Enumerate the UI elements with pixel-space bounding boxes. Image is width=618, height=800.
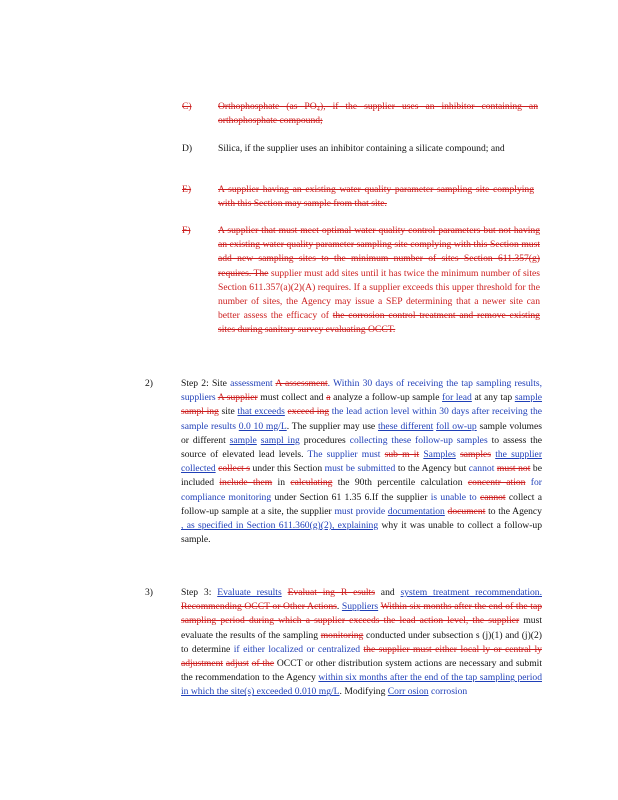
sub-item-text xyxy=(218,224,540,338)
segment: include them xyxy=(219,477,273,489)
segment: to the Agency xyxy=(485,505,542,517)
segment: cannot xyxy=(468,463,495,475)
segment: foll ow-up xyxy=(436,420,477,432)
segment: sampl ing xyxy=(181,406,219,418)
segment: that exceeds xyxy=(237,406,285,418)
segment: within six months after the end of the tap sampling period in which the site(s) exceeded 0.010 mg/L xyxy=(181,672,542,698)
segment: collect s xyxy=(218,463,251,475)
segment: the corrosion control treatment and remove existing sites during sanitary survey evaluating OCCT. xyxy=(218,310,540,336)
segment: monitoring xyxy=(320,629,364,641)
segment: must evaluate the results of the sampling xyxy=(181,615,543,641)
segment: must not xyxy=(496,463,531,475)
segment: the supplier must either local ly or central ly adjustment xyxy=(181,643,542,670)
segment: either localized or centralized xyxy=(243,643,361,655)
segment: must be submitted xyxy=(324,463,396,475)
sub-item-text: Orthophosphate (as PO₄), if the supplier uses an inhibitor containing an orthophosphate compound; xyxy=(218,101,538,127)
segment: for compliance monitoring xyxy=(181,477,542,503)
segment: collecting these follow-up samples xyxy=(349,434,488,446)
segment: collected xyxy=(181,463,216,475)
segment: sample volumes or different xyxy=(181,420,542,446)
segment: if xyxy=(233,643,240,655)
segment: under Section 61 1.35 6. xyxy=(271,491,372,503)
segment: of the xyxy=(251,658,275,670)
segment: 0.0 10 mg/L xyxy=(238,420,287,432)
segment: is unable to xyxy=(430,491,477,503)
segment: cannot xyxy=(480,491,506,503)
segment: documentation xyxy=(387,505,445,517)
segment: be included xyxy=(181,463,542,489)
segment: OCCT or other distribution system actions are necessary and submit the recommendation to the Agency xyxy=(181,658,542,684)
segment: must provide xyxy=(334,505,386,517)
segment: , explaining xyxy=(331,520,379,532)
segment: adjust xyxy=(225,658,249,670)
segment: samples xyxy=(460,449,491,461)
segment: document xyxy=(447,505,486,517)
segment: to the Agency but xyxy=(395,463,469,475)
segment: at any tap xyxy=(471,392,515,404)
segment: corrosion xyxy=(428,686,468,698)
segment: sample xyxy=(229,434,257,446)
segment: in xyxy=(272,477,291,489)
step-label: 2) xyxy=(145,378,153,389)
segment: sampl ing xyxy=(260,434,300,446)
step-label: 3) xyxy=(145,587,153,598)
segment: . xyxy=(336,601,342,613)
segment: Evaluat ing R esults xyxy=(287,587,375,598)
segment: sample xyxy=(514,392,542,404)
segment: If the supplier xyxy=(371,491,431,503)
segment: Recommending OCCT or Other Actions xyxy=(181,601,337,613)
step-text xyxy=(181,377,542,547)
segment: assessment xyxy=(230,378,273,389)
segment: the supplier xyxy=(495,449,543,461)
segment: A assessment xyxy=(275,378,328,389)
segment: system treatment recommendation. xyxy=(400,587,542,598)
segment: calculating xyxy=(290,477,333,489)
segment: under this Section xyxy=(250,463,325,475)
segment: The supplier must xyxy=(307,449,381,461)
sub-item-label: D) xyxy=(182,143,193,154)
segment: Step 2: Site xyxy=(181,378,231,389)
segment: . The supplier may use xyxy=(286,420,378,432)
segment: for lead xyxy=(442,392,472,404)
segment: and xyxy=(374,587,401,598)
segment: sub m it xyxy=(384,449,420,461)
segment: , as specified in Section 611.360(g)(2) xyxy=(181,520,332,532)
segment: exceed ing xyxy=(287,406,330,418)
segment: Evaluate results xyxy=(217,587,282,598)
segment: Step 3: xyxy=(181,587,218,598)
segment: A supplier that must meet optimal water quality control parameters but not having an existing water quality parameter sampling site complying with this Section must add new sampling sites to the minimum number of sites Section 611.357(g) requires. The xyxy=(218,225,540,279)
segment: the 90th percentile calculation xyxy=(332,477,468,489)
segment: A supplier xyxy=(217,392,258,404)
sub-item-label: C) xyxy=(182,101,192,112)
sub-item-text: Silica, if the supplier uses an inhibitor containing a silicate compound; and xyxy=(218,143,505,154)
sub-item-label: F) xyxy=(182,225,191,236)
segment: these different xyxy=(377,420,434,432)
segment: site xyxy=(218,406,238,418)
segment: the lead action level within 30 days after receiving the sample results xyxy=(181,406,543,432)
segment: Suppliers xyxy=(341,601,379,613)
segment: why it was unable to collect a follow-up sample. xyxy=(181,520,542,546)
segment: . Within 30 days of receiving the tap sampling results, suppliers xyxy=(181,378,543,404)
segment: procedures xyxy=(299,434,350,446)
segment: a xyxy=(326,392,331,404)
segment: Samples xyxy=(423,449,456,461)
segment: concentr ation xyxy=(467,477,526,489)
segment: Corr osion xyxy=(387,686,429,698)
sub-item-text: A supplier having an existing water quality parameter sampling site complying with this Section may sample from that site. xyxy=(218,184,534,210)
segment: must collect and xyxy=(257,392,327,404)
segment: . Modifying xyxy=(339,686,388,698)
segment: analyze a follow-up sample xyxy=(330,392,443,404)
segment: to assess the source of elevated lead levels. xyxy=(181,434,543,461)
segment: conducted under subsection s (j)(1) and (j)(2) to determine xyxy=(181,629,542,655)
sub-item-label: E) xyxy=(182,184,192,195)
step-text xyxy=(181,586,542,700)
segment: collect a follow-up sample at a site, the supplier xyxy=(181,491,542,517)
segment: supplier must add sites until it has twice the minimum number of sites Section 611.357(a)(2)(A) requires. If a supplier exceeds this upper threshold for the number of sites, the Agency may issue a SEP determining that a newer site can better assess the efficacy of xyxy=(218,267,541,322)
segment: Within six months after the end of the tap sampling period during which a supplier exceeds the lead action level, the supplier xyxy=(181,601,542,627)
